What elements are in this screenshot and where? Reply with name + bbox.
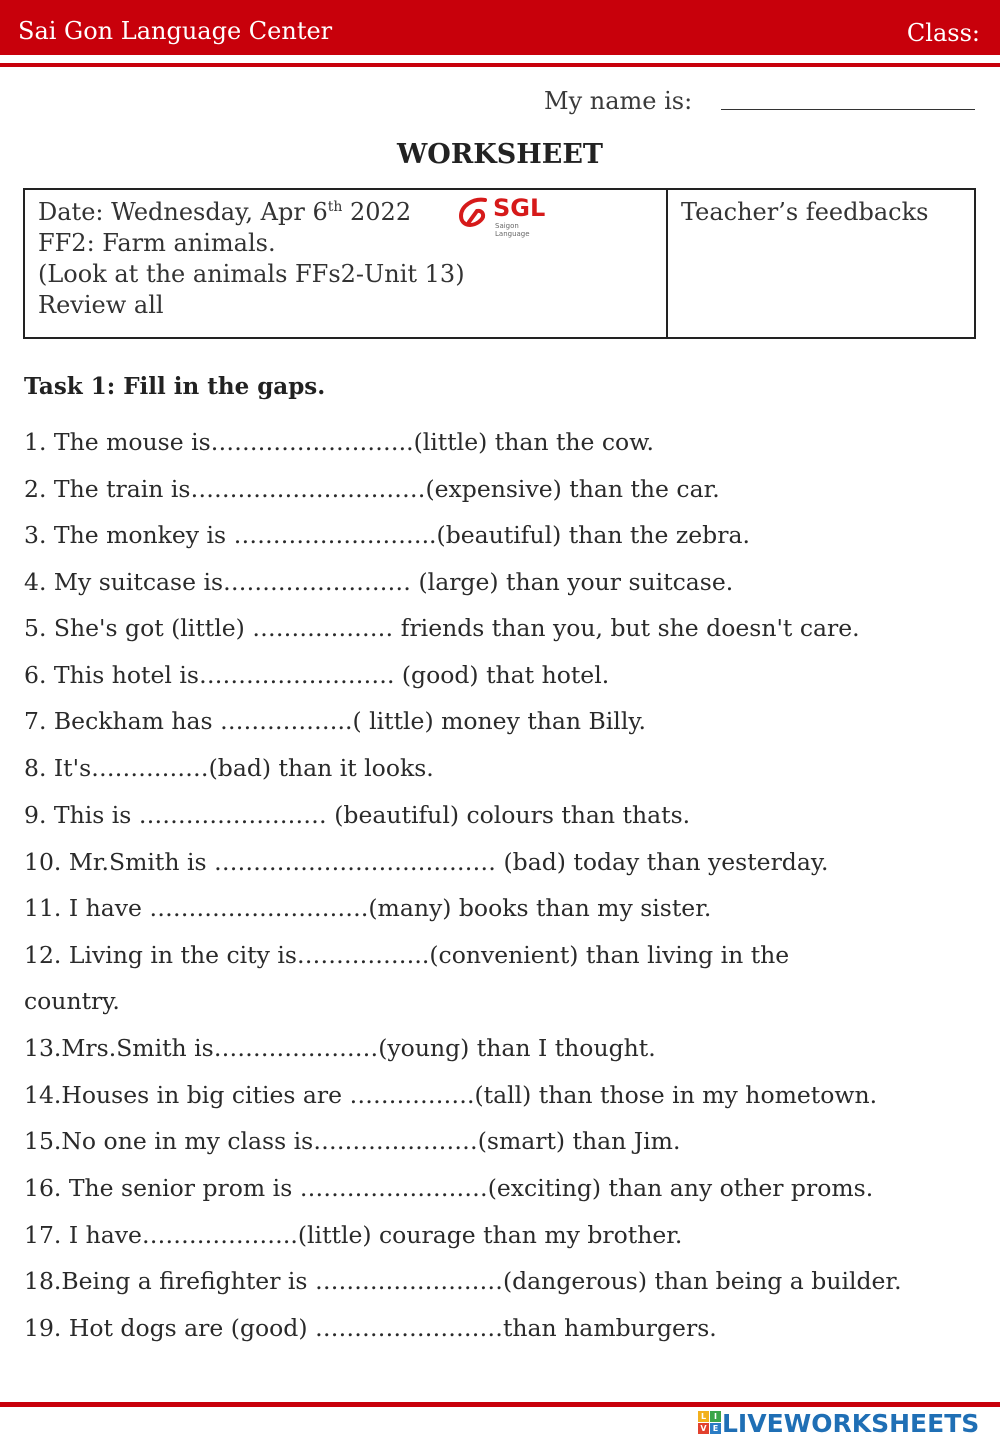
exercise-item[interactable]: 4. My suitcase is…………………… (large) than your suitcase. xyxy=(24,568,734,596)
exercise-item[interactable]: 11. I have ……………………….(many) books than my sister. xyxy=(24,894,712,922)
header-bar xyxy=(0,0,1000,55)
task-title: Task 1: Fill in the gaps. xyxy=(24,373,326,400)
review-line: Review all xyxy=(38,291,164,319)
center-name: Sai Gon Language Center xyxy=(18,17,333,45)
exercise-item[interactable]: 13.Mrs.Smith is…………………(young) than I thought. xyxy=(24,1034,656,1062)
exercise-item[interactable]: 18.Being a firefighter is ……………………(dangerous) than being a builder. xyxy=(24,1267,902,1295)
exercise-item[interactable]: 1. The mouse is……………………..(little) than the cow. xyxy=(24,428,655,456)
sgl-logo-text: SGL xyxy=(493,194,546,222)
date-year: 2022 xyxy=(342,198,412,226)
exercise-item[interactable]: 15.No one in my class is…………………(smart) than Jim. xyxy=(24,1127,681,1155)
date-text: Date: Wednesday, Apr 6 xyxy=(38,198,328,226)
lesson-line: FF2: Farm animals. xyxy=(38,229,276,257)
sgl-logo-subtext: Saigon Language xyxy=(495,222,530,238)
exercise-item[interactable]: 14.Houses in big cities are …………….(tall) than those in my hometown. xyxy=(24,1081,878,1109)
sgl-swoosh-icon xyxy=(455,196,495,232)
exercise-item[interactable]: 5. She's got (little) ……………… friends than you, but she doesn't care. xyxy=(24,614,860,642)
info-cell-lesson xyxy=(25,190,668,337)
exercise-item[interactable]: 8. It's……………(bad) than it looks. xyxy=(24,754,434,782)
class-label: Class: xyxy=(906,19,980,47)
teacher-feedback: Teacher’s feedbacks xyxy=(681,198,929,226)
exercise-item[interactable]: 12. Living in the city is……………..(convenient) than living in the xyxy=(24,941,790,969)
liveworksheets-logo[interactable] xyxy=(698,1408,998,1438)
exercise-item[interactable]: 6. This hotel is……………………. (good) that hotel. xyxy=(24,661,610,689)
exercise-item[interactable]: 7. Beckham has ……………..( little) money than Billy. xyxy=(24,707,646,735)
exercise-item[interactable]: 16. The senior prom is ……………………(exciting) than any other proms. xyxy=(24,1174,874,1202)
exercise-item[interactable]: 2. The train is…………………………(expensive) than the car. xyxy=(24,475,720,503)
date-line xyxy=(38,198,411,226)
worksheet-title: WORKSHEET xyxy=(396,139,603,170)
exercise-item-continuation: country. xyxy=(24,987,120,1015)
reference-line: (Look at the animals FFs2-Unit 13) xyxy=(38,260,465,288)
exercise-item[interactable]: 17. I have………………..(little) courage than my brother. xyxy=(24,1221,683,1249)
exercise-item[interactable]: 10. Mr.Smith is ……………………………… (bad) today than yesterday. xyxy=(24,848,829,876)
header-divider xyxy=(0,63,1000,67)
date-suffix: th xyxy=(327,199,343,215)
footer-divider xyxy=(0,1402,1000,1407)
liveworksheets-icon: L I V E xyxy=(698,1411,722,1435)
info-table xyxy=(23,188,976,339)
name-row xyxy=(544,85,984,117)
exercise-item[interactable]: 19. Hot dogs are (good) ……………………than hamburgers. xyxy=(24,1314,717,1342)
liveworksheets-brand: LIVEWORKSHEETS xyxy=(722,1409,980,1438)
sgl-logo xyxy=(455,194,555,238)
name-field[interactable] xyxy=(721,109,975,110)
exercise-item[interactable]: 3. The monkey is ……………………..(beautiful) than the zebra. xyxy=(24,521,750,549)
name-label: My name is: xyxy=(544,87,693,115)
exercise-item[interactable]: 9. This is …………………… (beautiful) colours than thats. xyxy=(24,801,691,829)
